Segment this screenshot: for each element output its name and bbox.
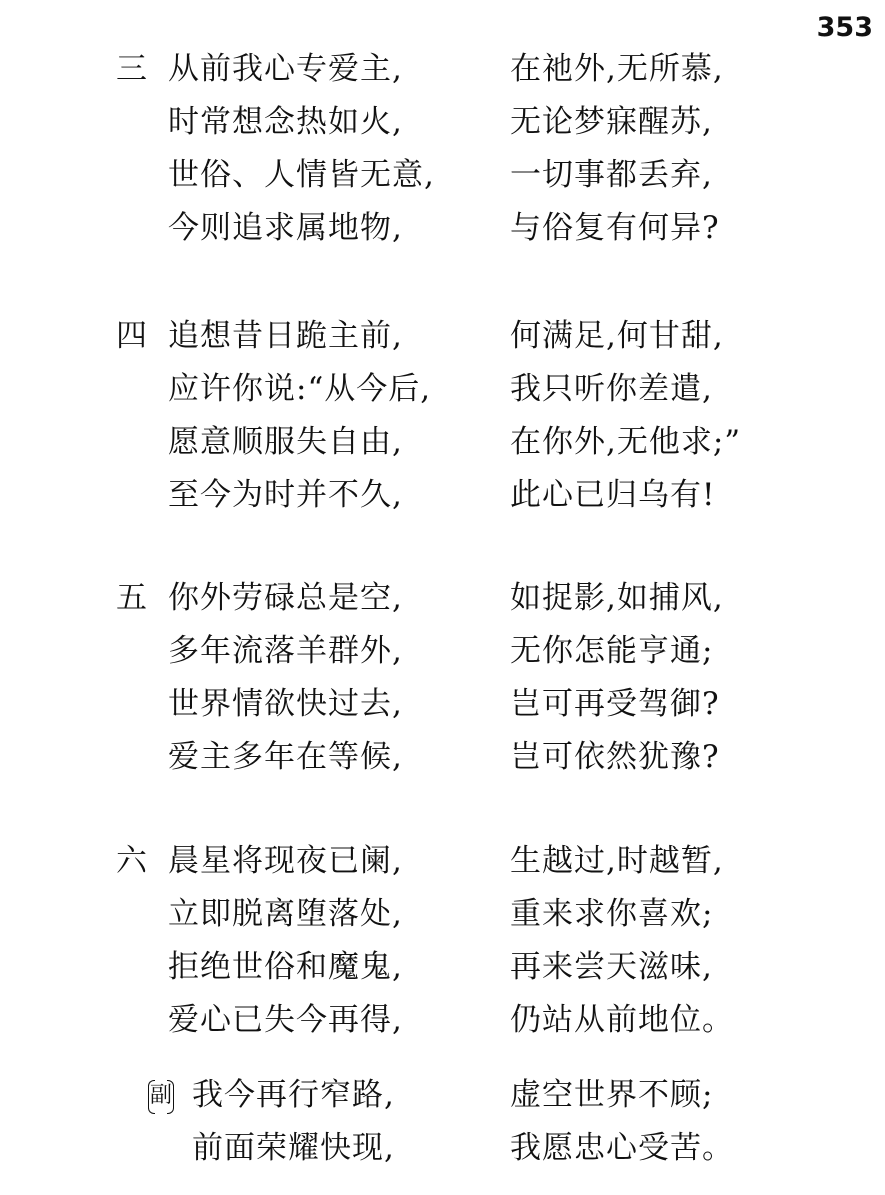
- stanza-line: [0, 888, 885, 941]
- stanza-line: [0, 96, 885, 149]
- stanza-number: 六: [116, 843, 147, 879]
- stanza-line: [0, 941, 885, 994]
- page-number: 353: [816, 12, 873, 43]
- line-right-text: 如捉影,如捕风,: [510, 580, 724, 616]
- line-left-text: 前面荣耀快现,: [192, 1130, 395, 1166]
- stanza-line: [0, 310, 885, 363]
- stanza-number: 五: [116, 580, 147, 616]
- line-right-text: 重来求你喜欢;: [510, 896, 714, 932]
- line-left-text: 应许你说:“从今后,: [168, 371, 432, 407]
- line-right-text: 在你外,无他求;”: [510, 424, 742, 460]
- stanza-line: [0, 149, 885, 202]
- line-right-text: 何满足,何甘甜,: [510, 318, 724, 354]
- line-right-text: 在祂外,无所慕,: [510, 51, 724, 87]
- stanza-line: [0, 363, 885, 416]
- stanza-4: [0, 310, 885, 522]
- line-right-text: 虚空世界不顾;: [510, 1077, 714, 1113]
- line-right-text: 一切事都丢弃,: [510, 157, 713, 193]
- line-right-text: 我愿忠心受苦。: [510, 1130, 734, 1166]
- stanza-line: [0, 416, 885, 469]
- stanza-line: [0, 835, 885, 888]
- line-right-text: 生越过,时越暂,: [510, 843, 724, 879]
- stanza-line: [0, 678, 885, 731]
- stanza-5: [0, 572, 885, 784]
- line-left-text: 从前我心专爱主,: [168, 51, 403, 87]
- line-left-text: 多年流落羊群外,: [168, 633, 403, 669]
- line-left-text: 至今为时并不久,: [168, 477, 403, 513]
- stanza-3: [0, 43, 885, 255]
- line-left-text: 时常想念热如火,: [168, 104, 403, 140]
- line-right-text: 此心已归乌有!: [510, 477, 716, 513]
- line-left-text: 晨星将现夜已阑,: [168, 843, 403, 879]
- stanza-line: [0, 994, 885, 1047]
- line-left-text: 我今再行窄路,: [192, 1077, 395, 1113]
- line-left-text: 世俗、人情皆无意,: [168, 157, 435, 193]
- chorus: [0, 1069, 885, 1175]
- stanza-number: 三: [116, 51, 147, 87]
- line-right-text: 与俗复有何异?: [510, 210, 720, 246]
- chorus-label: 副: [149, 1083, 172, 1108]
- chorus-marker: [148, 1078, 174, 1116]
- stanza-line: [0, 43, 885, 96]
- line-left-text: 追想昔日跪主前,: [168, 318, 403, 354]
- line-left-text: 愿意顺服失自由,: [168, 424, 403, 460]
- stanza-line: [0, 469, 885, 522]
- stanza-6: [0, 835, 885, 1047]
- line-right-text: 无论梦寐醒苏,: [510, 104, 713, 140]
- line-left-text: 爱主多年在等候,: [168, 739, 403, 775]
- line-right-text: 岂可依然犹豫?: [510, 739, 720, 775]
- line-right-text: 再来尝天滋味,: [510, 949, 713, 985]
- line-right-text: 无你怎能亨通;: [510, 633, 714, 669]
- stanza-line: [0, 572, 885, 625]
- line-right-text: 岂可再受驾御?: [510, 686, 720, 722]
- chorus-line: [0, 1069, 885, 1122]
- line-left-text: 立即脱离堕落处,: [168, 896, 403, 932]
- line-left-text: 今则追求属地物,: [168, 210, 403, 246]
- stanza-number: 四: [116, 318, 147, 354]
- line-right-text: 仍站从前地位。: [510, 1002, 734, 1038]
- line-left-text: 爱心已失今再得,: [168, 1002, 403, 1038]
- line-right-text: 我只听你差遣,: [510, 371, 713, 407]
- line-left-text: 你外劳碌总是空,: [168, 580, 403, 616]
- stanza-line: [0, 731, 885, 784]
- line-left-text: 世界情欲快过去,: [168, 686, 403, 722]
- stanza-line: [0, 202, 885, 255]
- line-left-text: 拒绝世俗和魔鬼,: [168, 949, 403, 985]
- stanza-line: [0, 625, 885, 678]
- chorus-line: [0, 1122, 885, 1175]
